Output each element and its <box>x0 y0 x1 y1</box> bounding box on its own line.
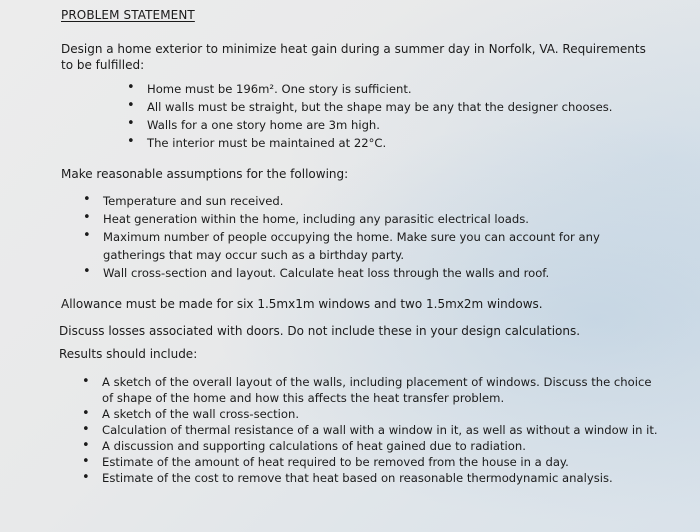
bullet-icon: • <box>82 374 90 389</box>
results-list <box>82 374 658 486</box>
list-item: • Walls for a one story home are 3m high. <box>127 116 380 132</box>
list-item: • A sketch of the wall cross-section. <box>82 406 300 421</box>
results-intro: Results should include: <box>59 347 198 361</box>
list-item: • The interior must be maintained at 22°C. <box>127 134 387 150</box>
doors-note: Discuss losses associated with doors. Do not include these in your design calculations. <box>59 324 581 338</box>
intro-paragraph: Design a home exterior to minimize heat gain during a summer day in Norfolk, VA. Requirements to be fulfilled: <box>61 42 646 72</box>
requirements-list <box>127 80 613 152</box>
list-item-continuation: of shape of the home and how this affects the heat transfer problem. <box>102 391 505 405</box>
list-item: • Home must be 196m². One story is sufficient. <box>127 80 412 96</box>
bullet-icon: • <box>82 454 90 469</box>
bullet-icon: • <box>82 438 90 453</box>
bullet-icon: • <box>127 98 135 113</box>
list-item: • Calculation of thermal resistance of a wall with a window in it, as well as without a window in it. <box>82 422 658 437</box>
bullet-icon: • <box>127 80 135 95</box>
bullet-icon: • <box>82 470 90 485</box>
list-item: • A sketch of the overall layout of the walls, including placement of windows. Discuss the choice <box>82 374 652 389</box>
bullet-icon: • <box>83 228 91 243</box>
list-item: • Estimate of the cost to remove that heat based on reasonable thermodynamic analysis. <box>82 470 613 485</box>
document-heading: PROBLEM STATEMENT <box>61 8 195 22</box>
bullet-icon: • <box>82 422 90 437</box>
list-item: • Maximum number of people occupying the home. Make sure you can account for any <box>83 228 600 244</box>
list-item: • Estimate of the amount of heat required to be removed from the house in a day. <box>82 454 569 469</box>
bullet-icon: • <box>82 406 90 421</box>
list-item-continuation: gatherings that may occur such as a birthday party. <box>103 248 405 262</box>
assumptions-intro: Make reasonable assumptions for the following: <box>61 167 349 181</box>
bullet-icon: • <box>127 116 135 131</box>
list-item: • Wall cross-section and layout. Calculate heat loss through the walls and roof. <box>83 264 550 280</box>
windows-allowance: Allowance must be made for six 1.5mx1m windows and two 1.5mx2m windows. <box>61 297 543 311</box>
bullet-icon: • <box>83 264 91 279</box>
assumptions-list <box>83 192 600 282</box>
bullet-icon: • <box>83 210 91 225</box>
list-item: • Heat generation within the home, including any parasitic electrical loads. <box>83 210 529 226</box>
bullet-icon: • <box>127 134 135 149</box>
list-item: • Temperature and sun received. <box>83 192 284 208</box>
list-item: • A discussion and supporting calculations of heat gained due to radiation. <box>82 438 526 453</box>
bullet-icon: • <box>83 192 91 207</box>
list-item: • All walls must be straight, but the shape may be any that the designer chooses. <box>127 98 613 114</box>
